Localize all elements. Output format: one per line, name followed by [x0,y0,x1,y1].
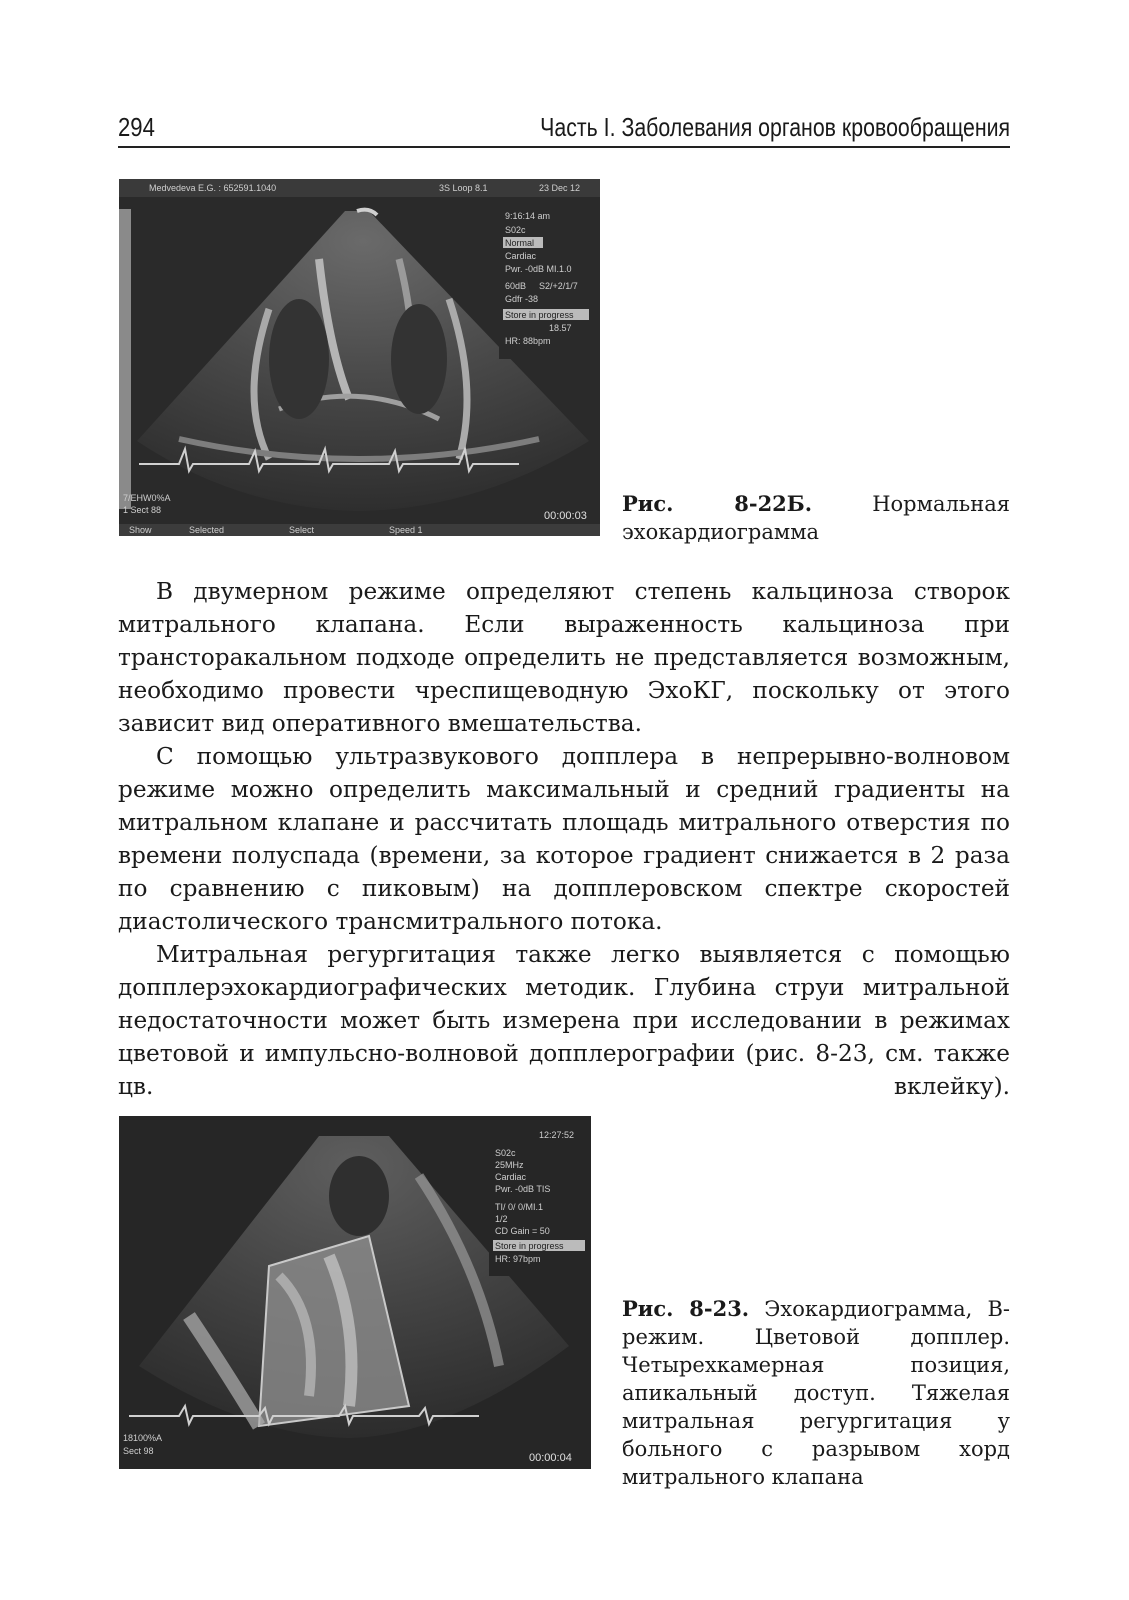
date-text: 23 Dec 12 [539,183,581,193]
bottom-bar-3: Speed 1 [389,525,423,535]
panel-line-1: S02c [505,225,526,235]
paragraph: С помощью ультразвукового допплера в непрерывно-волновом режиме можно определить максимальный и средний градиенты на митральном клапане и рассчитать площадь митрального отверстия по времени полуспада (времени, за которое градиент снижается в 2 раза по сравнению с пиковым) на допплеровском спектре скоростей диастолического трансмитрального потока. [118,743,1010,935]
running-title: Часть I. Заболевания органов кровообращения [540,112,1010,142]
panel-line-4: Pwr. -0dB TIS [495,1184,551,1194]
panel-line-9: 18.57 [549,323,572,333]
timestamp: 00:00:03 [544,510,587,522]
panel-line-0: 12:27:52 [539,1130,575,1140]
panel-line-2: 25MHz [495,1160,524,1170]
panel-line-7: Gdfr -38 [505,294,539,304]
page-header [118,110,1010,148]
patient-id-text: Medvedeva E.G. : 652591.1040 [149,183,277,193]
caption-text: Нормальная эхокардиограмма [622,492,1010,544]
caption-text: Эхокардиограмма, В-режим. Цветовой допплер. Четырехкамерная позиция, апикальный доступ. Тяжелая митральная регургитация у больного с разрывом хорд митрального клапана [622,1297,1011,1489]
panel-line-6: S2/+2/1/7 [539,281,578,291]
figure-echocardiogram-normal [119,179,600,536]
figure-echocardiogram-color-doppler [119,1116,591,1469]
bottom-bar-1: Selected [189,525,225,535]
panel-line-6: 1/2 [495,1214,508,1224]
panel-line-4: Pwr. -0dB MI.1.0 [505,264,572,274]
panel-line-2: Normal [505,238,535,248]
panel-line-10: HR: 88bpm [505,336,551,346]
panel-line-5: TI/ 0/ 0/MI.1 [495,1202,544,1212]
panel-line-3: Cardiac [495,1172,527,1182]
page-number: 294 [118,112,155,142]
probe-text: 3S Loop 8.1 [439,183,488,193]
body-text [118,575,1010,1103]
panel-line-5: 60dB [505,281,527,291]
bottom-left-line-1: Sect 98 [123,1446,154,1456]
bottom-left-line-0: 7/EHW0%A [123,493,171,503]
panel-line-7: CD Gain = 50 [495,1226,550,1236]
panel-line-8: Store in progress [505,310,574,320]
figure-caption-8-23 [622,1295,1010,1491]
bottom-bar-0: Show [129,525,152,535]
bottom-left-line-1: 1 Sect 88 [123,505,162,515]
panel-line-9: HR: 97bpm [495,1254,541,1264]
figure-caption-8-22b [622,490,1010,546]
ultrasound-image-2 [119,1116,591,1469]
paragraph: В двумерном режиме определяют степень кальциноза створок митрального клапана. Если выраженность кальциноза при трансторакальном подходе определить не представляется возможным, необходимо провести чреспищеводную ЭхоКГ, поскольку от этого зависит вид оперативного вмешательства. [118,578,1010,737]
panel-line-8: Store in progress [495,1241,564,1251]
timestamp: 00:00:04 [529,1452,572,1464]
caption-label: Рис. 8-22Б. [622,491,813,516]
bottom-bar-2: Select [289,525,315,535]
bottom-left-line-0: 18100%A [123,1433,163,1443]
ultrasound-image-1 [119,179,600,536]
panel-line-0: 9:16:14 am [505,211,551,221]
panel-line-1: S02c [495,1148,516,1158]
paragraph: Митральная регургитация также легко выявляется с помощью допплерэхокардиографических методик. Глубина струи митральной недостаточности может быть измерена при исследовании в режимах цветовой и импульсно-волновой допплерографии (рис. 8-23, см. также цв. вклейку). [118,941,1010,1100]
panel-line-3: Cardiac [505,251,537,261]
caption-label: Рис. 8-23. [622,1296,750,1321]
